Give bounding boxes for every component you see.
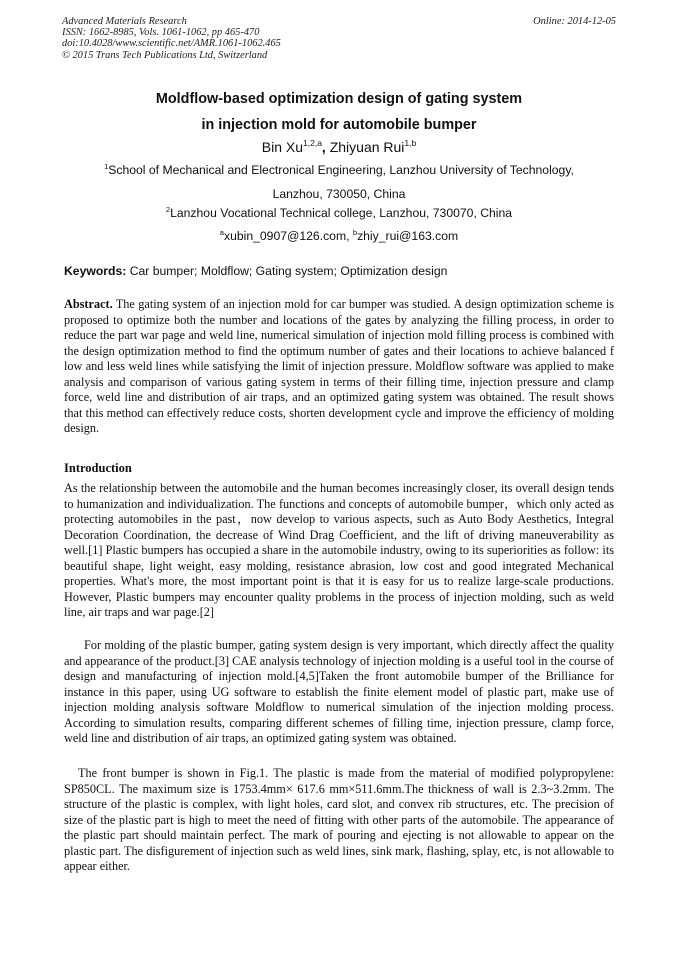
section-heading-introduction: Introduction	[64, 461, 132, 475]
abstract	[64, 297, 614, 437]
paper-title-line-2: in injection mold for automobile bumper	[201, 117, 477, 133]
affiliation-2	[0, 205, 678, 221]
author-emails	[0, 228, 678, 244]
intro-paragraph-3: The front bumper is shown in Fig.1. The plastic is made from the material of modified polypropylene: SP850CL. The maximum size is 1753.4mm× 617.6 mm×511.6mm.The thickness of wall is 2.3~3.2mm. The structure of the plastic is complex, with light holes, card slot, and convex rib structures, etc. The precision of size of the plastic part is high to meet the need of fitting with other parts of the automobile. The appearance of the plastic part should maintain perfect. The mark of pouring and ejecting is not allowable to appear on the plastic part. The disfigurement of injection such as weld lines, sink mark, flashing, splay, etc, is not allowable to appear either.	[64, 766, 614, 874]
author-2: Zhiyuan Rui	[329, 139, 405, 155]
author-1: Bin Xu	[261, 139, 304, 155]
author-2-affil: 1,b	[404, 138, 417, 148]
affiliation-2-text: Lanzhou Vocational Technical college, Lanzhou, 730070, China	[170, 206, 513, 220]
doi-line: doi:10.4028/www.scientific.net/AMR.1061-1062.465	[62, 38, 281, 50]
intro-paragraph-1: As the relationship between the automobile and the human becomes increasingly closer, its overall design tends to humanization and individualization. The functions and concepts of automobile bumper，which only acted as protecting automobiles in the past，now develop to various aspects, such as Auto Body Aesthetics, Integral Decoration Coordination, the decrease of Wind Drag Coefficient, and the lift of driving maneuverability as well.[1] Plastic bumpers has occupied a share in the automobile industry, owing to its superiorities as follow: its beautiful shape, light weight, easy molding, resistance abrasion, low cost and good integrated Mechanical properties. What's more, the most important point is that it is easy for us to realize large-scale productions. However, Plastic bumpers may encounter quality problems in the process of injection molding, such as weld line, air traps and war page.[2]	[64, 481, 614, 620]
affiliation-1-text: School of Mechanical and Electronical Engineering, Lanzhou University of Technology,	[108, 163, 574, 177]
affiliation-1	[0, 162, 678, 178]
journal-header	[62, 16, 281, 61]
keywords-label: Keywords:	[64, 264, 127, 278]
affiliation-2-mark: 2	[165, 205, 171, 214]
copyright-line: © 2015 Trans Tech Publications Ltd, Switzerland	[62, 49, 268, 61]
journal-name: Advanced Materials Research	[62, 16, 187, 27]
author-separator: ,	[321, 139, 330, 155]
online-date: Online: 2014-12-05	[533, 16, 616, 27]
abstract-text: The gating system of an injection mold for car bumper was studied. A design optimization scheme is proposed to optimize both the number and locations of the gates by analyzing the filling process, in order to reduce the part war page and weld line, numerical simulation of injection mold filling process is combined with the design optimization method to find the optimum number of gates and their locations to achieve balanced f low and less weld lines while satisfying the limit of injection pressure. Moldflow software was applied to make analysis and comparison of various gating system in terms of their filling time, injection pressure and clamp force, weld line and distribution of air traps, and an optimized gating system was obtained. The result shows that this method can effectively reduce costs, shorten development cycle and improve the efficiency of molding design.	[64, 297, 614, 436]
email-a-mark: a	[219, 228, 224, 237]
email-a: xubin_0907@126.com,	[223, 229, 353, 243]
email-b: zhiy_rui@163.com	[357, 229, 459, 243]
keywords	[64, 263, 447, 279]
issn-line: ISSN: 1662-8985, Vols. 1061-1062, pp 465-470	[62, 27, 260, 39]
keywords-text: Car bumper; Moldflow; Gating system; Optimization design	[126, 264, 448, 278]
abstract-label: Abstract.	[64, 297, 113, 311]
paper-title-line-1: Moldflow-based optimization design of gating system	[155, 91, 523, 107]
email-b-mark: b	[352, 228, 358, 237]
intro-paragraph-2: For molding of the plastic bumper, gating system design is very important, which directly affect the quality and appearance of the product.[3] CAE analysis technology of injection molding is a useful tool in the course of design and manufacturing of injection mold.[4,5]Taken the front automobile bumper of the Brilliance for instance in this paper, using UG software to establish the finite element model of plastic part, make use of injection molding analysis software Moldflow to numerical simulation of the injection molding process. According to simulation results, comparing different schemes of filling time, injection pressure, clamp force, weld line and distribution of air traps, an optimized gating system was obtained.	[64, 638, 614, 746]
author-list	[0, 137, 678, 157]
affiliation-1-continued: Lanzhou, 730050, China	[272, 187, 406, 201]
author-1-affil: 1,2,a	[303, 138, 322, 148]
affiliation-1-mark: 1	[104, 162, 109, 171]
